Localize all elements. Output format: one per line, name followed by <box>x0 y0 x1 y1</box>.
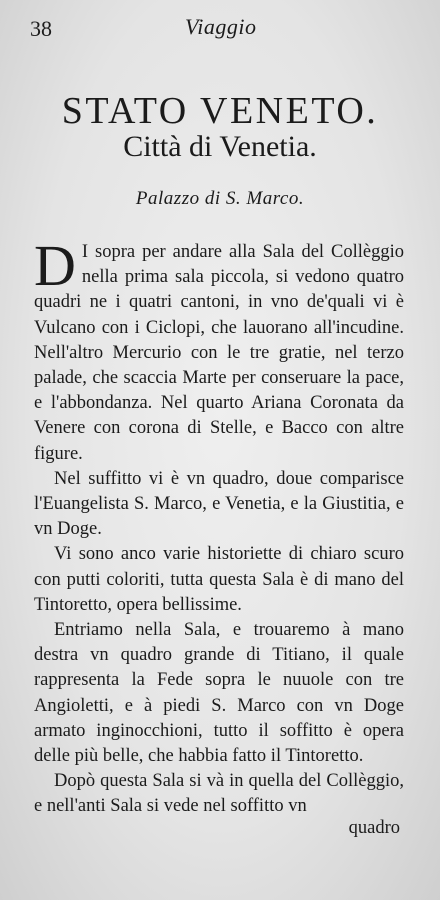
paragraph-3: Vi sono anco varie historiette di chiaro scuro con putti coloriti, tutta questa Sala è di mano del Tintoretto, opera bellissime. <box>34 544 404 615</box>
city-title: Città di Venetia. <box>123 130 317 163</box>
drop-cap: D <box>34 233 76 298</box>
catchword: quadro <box>348 818 400 838</box>
subtitle: Palazzo di S. Marco. <box>135 188 305 209</box>
paragraph-4: Entriamo nella Sala, e trouaremo à mano destra vn quadro grande di Titiano, il quale rappresenta la Fede sopra le nuuole con tre Angioletti, e à piedi S. Marco con vn Doge armato inginocchioni, tutto il soffitto è opera delle più belle, che habbia fatto il Tintoretto. <box>34 620 404 767</box>
paragraph-1-text: I sopra per andare alla Sala del Collèggio nella prima sala piccola, si vedono quatro quadri ne i quatri cantoni, in vno de'quali vi è Vulcano con i Ciclopi, che lauorano all'incudine. Nell'altro Mercurio con le tre gratie, nel terzo palade, che scaccia Marte per conseruare la pace, e l'abbondanza. Nel quarto Ariana Coronata da Venere con corona di Stelle, e Bacco con altre figure. <box>34 242 404 464</box>
paragraph-2: Nel suffitto vi è vn quadro, doue comparisce l'Euangelista S. Marco, e Venetia, e la Giustitia, e vn Doge. <box>34 468 404 540</box>
body-text <box>34 233 404 820</box>
running-title: Viaggio <box>185 14 257 39</box>
page-number: 38 <box>30 16 52 41</box>
section-title: STATO VENETO. <box>61 90 379 133</box>
running-head <box>0 14 440 44</box>
paragraph-5: Dopò questa Sala si và in quella del Collèggio, e nell'anti Sala si vede nel soffitto vn <box>34 771 404 817</box>
paragraph-1 <box>34 233 404 467</box>
